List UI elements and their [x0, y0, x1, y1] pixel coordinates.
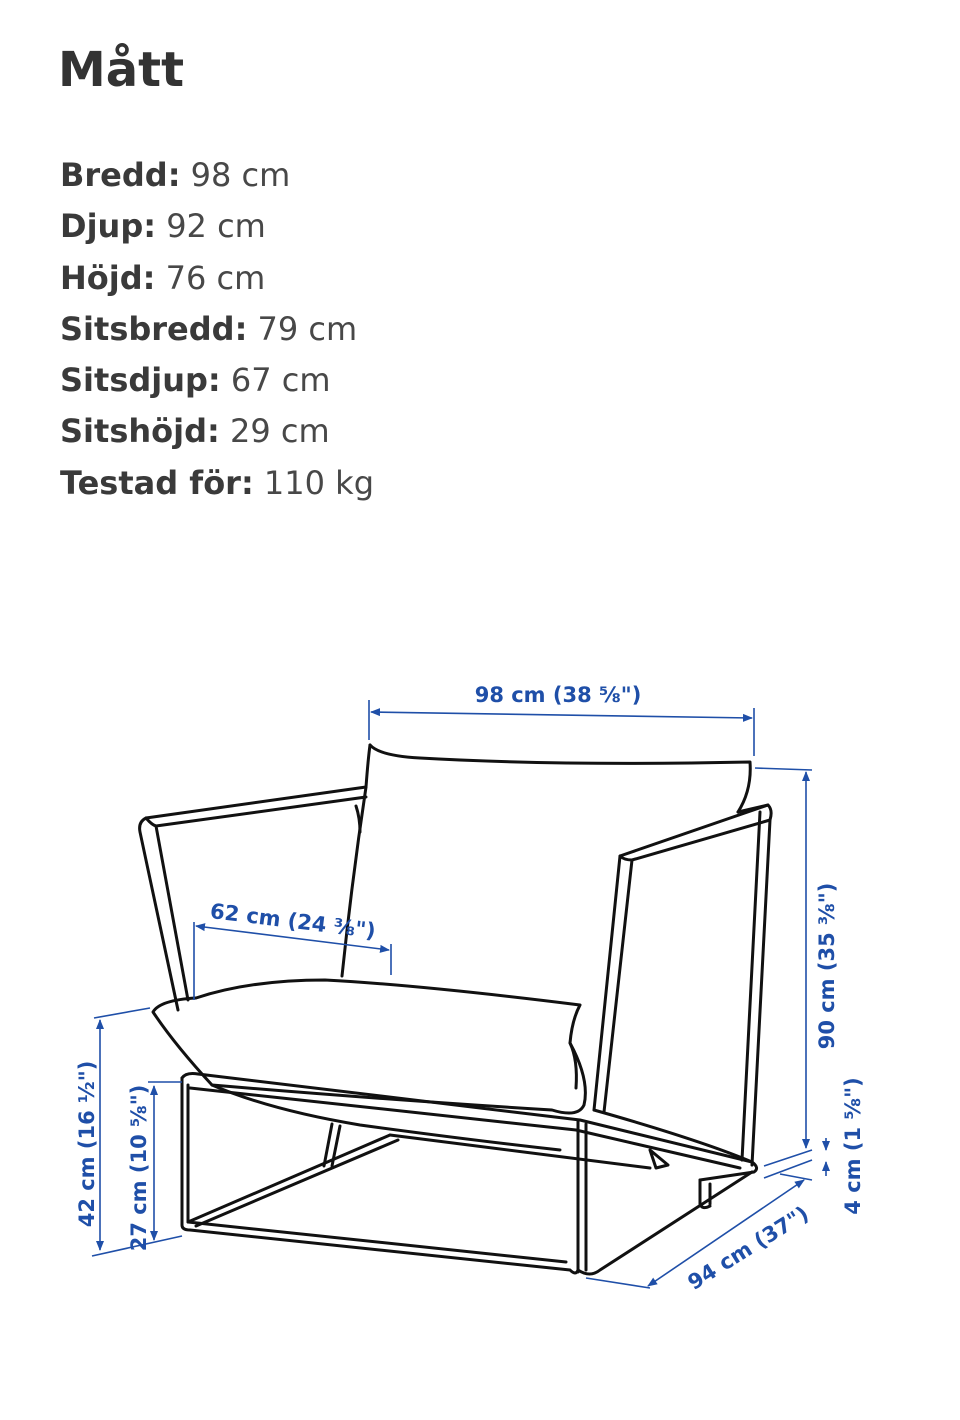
spec-value: 76 cm — [165, 258, 266, 297]
spec-depth — [60, 201, 374, 252]
spec-value: 110 kg — [263, 463, 375, 502]
spec-seat-width — [60, 304, 374, 355]
spec-value: 92 cm — [166, 207, 266, 246]
spec-label: Bredd: — [60, 156, 181, 194]
seat-width-dimension-label: 62 cm (24 ⅜") — [208, 898, 377, 944]
spec-width — [60, 150, 374, 201]
armchair-outline — [140, 745, 772, 1274]
spec-value: 29 cm — [229, 412, 330, 451]
seat-height-dimension-label: 27 cm (10 ⅝") — [127, 1084, 151, 1252]
leg-dimension-label: 4 cm (1 ⅝") — [841, 1077, 865, 1215]
height-dimension-label: 90 cm (35 ⅜") — [815, 882, 839, 1050]
spec-label: Sitsdjup: — [60, 361, 221, 400]
spec-value: 79 cm — [257, 309, 358, 348]
spec-tested-for — [60, 458, 374, 509]
spec-value: 98 cm — [190, 156, 291, 194]
spec-value: 67 cm — [230, 361, 331, 400]
spec-label: Sitshöjd: — [60, 412, 220, 451]
dimensions-list — [60, 150, 374, 509]
spec-seat-height — [60, 406, 374, 457]
spec-label: Djup: — [60, 207, 157, 246]
width-dimension-label: 98 cm (38 ⅝") — [474, 683, 642, 707]
dimension-lines — [92, 700, 826, 1288]
spec-height — [60, 253, 374, 304]
depth-dimension-label: 94 cm (37") — [683, 1201, 813, 1295]
spec-label: Sitsbredd: — [60, 309, 248, 348]
armchair-dimension-drawing — [0, 660, 960, 1320]
spec-label: Höjd: — [60, 258, 156, 297]
spec-label: Testad för: — [60, 463, 254, 502]
spec-seat-depth — [60, 355, 374, 406]
arm-height-dimension-label: 42 cm (16 ½") — [75, 1060, 99, 1228]
page-title: Mått — [58, 42, 185, 98]
